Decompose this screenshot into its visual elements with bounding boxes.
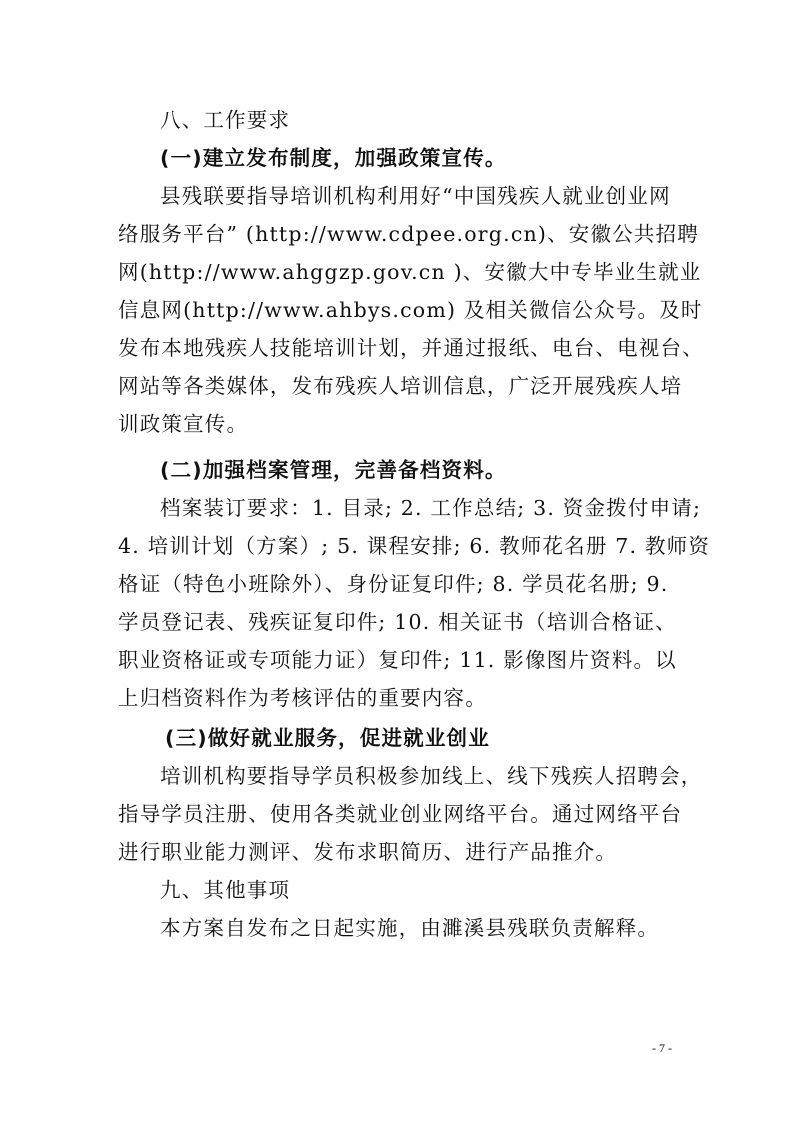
paragraph-line: 上归档资料作为考核评估的重要内容。: [118, 686, 487, 710]
page-number: - 7 -: [652, 1041, 672, 1055]
subsection-3-title: (三)做好就业服务，促进就业创业: [165, 726, 490, 750]
paragraph-line: 4. 培训计划（方案）; 5. 课程安排; 6. 教师花名册 7. 教师资: [118, 534, 711, 558]
paragraph-line: 训政策宣传。: [118, 412, 249, 436]
subsection-2-title: (二)加强档案管理，完善备档资料。: [160, 458, 507, 482]
subsection-1-title: (一)建立发布制度，加强政策宣传。: [160, 146, 507, 170]
section-9-title: 九、其他事项: [160, 878, 291, 902]
paragraph-line: 培训机构要指导学员积极参加线上、线下残疾人招聘会，: [160, 764, 703, 788]
paragraph-line: 进行职业能力测评、发布求职简历、进行产品推介。: [118, 840, 618, 864]
section-8-title: 八、工作要求: [160, 108, 291, 132]
paragraph-line: 信息网(http://www.ahbys.com) 及相关微信公众号。及时: [118, 298, 703, 322]
paragraph-line: 档案装订要求：1. 目录; 2. 工作总结; 3. 资金拨付申请;: [160, 496, 702, 520]
paragraph-line: 络服务平台” (http://www.cdpee.org.cn)、安徽公共招聘: [118, 222, 700, 246]
paragraph-line: 网(http://www.ahggzp.gov.cn )、安徽大中专毕业生就业: [118, 260, 702, 284]
paragraph-line: 网站等各类媒体，发布残疾人培训信息，广泛开展残疾人培: [118, 374, 683, 398]
paragraph-line: 县残联要指导培训机构利用好“中国残疾人就业创业网: [160, 184, 671, 208]
paragraph-line: 发布本地残疾人技能培训计划，并通过报纸、电台、电视台、: [118, 336, 704, 360]
paragraph-line: 职业资格证或专项能力证）复印件; 11. 影像图片资料。以: [118, 648, 677, 672]
paragraph-line: 指导学员注册、使用各类就业创业网络平台。通过网络平台: [118, 802, 683, 826]
paragraph-line: 学员登记表、残疾证复印件; 10. 相关证书（培训合格证、: [118, 610, 677, 634]
paragraph-line: 格证（特色小班除外）、身份证复印件; 8. 学员花名册; 9.: [118, 572, 669, 596]
paragraph-line: 本方案自发布之日起实施，由濉溪县残联负责解释。: [160, 916, 660, 940]
